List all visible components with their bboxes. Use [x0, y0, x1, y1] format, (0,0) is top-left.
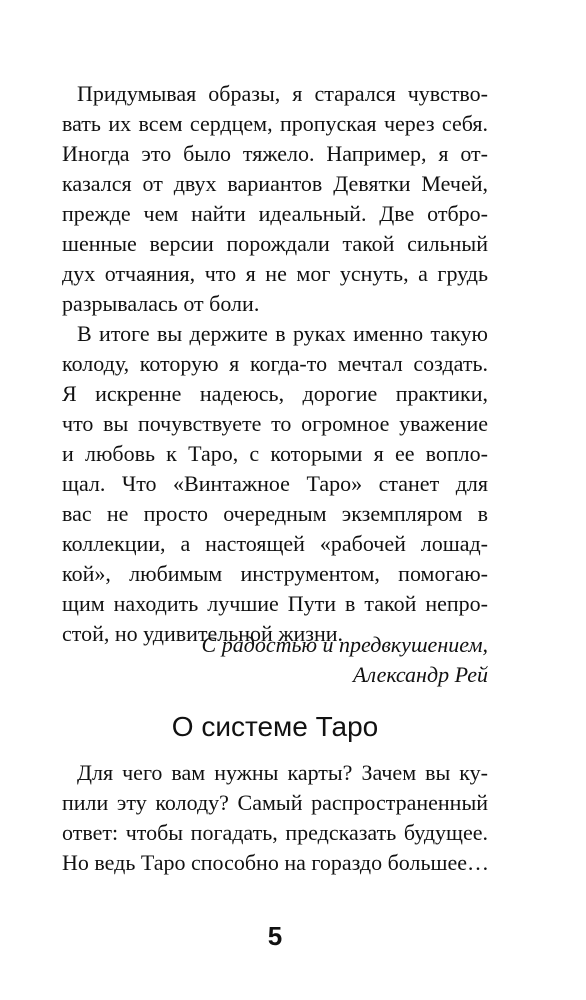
- text-line: щим находить лучшие Пути в такой непро-: [62, 591, 488, 616]
- signature-greeting: С радостью и предвкушением,: [201, 632, 488, 657]
- text-line: щал. Что «Винтажное Таро» станет для: [62, 471, 488, 496]
- text-line: кой», любимым инструментом, помогаю-: [62, 561, 488, 586]
- text-line: Иногда это было тяжело. Например, я от-: [62, 141, 488, 166]
- text-line: вать их всем сердцем, пропуская через себя.: [62, 111, 488, 136]
- text-line: пили эту колоду? Самый распространенный: [62, 790, 488, 815]
- text-line: колоду, которую я когда-то мечтал создать.: [62, 351, 488, 376]
- text-line: разрывалась от боли.: [62, 291, 260, 316]
- text-line: Придумывая образы, я старался чувство-: [77, 81, 488, 106]
- text-line: коллекции, а настоящей «рабочей лошад-: [62, 531, 488, 556]
- text-line: Я искренне надеюсь, дорогие практики,: [62, 381, 488, 406]
- page-number: 5: [267, 921, 283, 951]
- text-line: что вы почувствуете то огромное уважение: [62, 411, 488, 436]
- text-line: и любовь к Таро, с которыми я ее вопло-: [62, 441, 488, 466]
- text-line: шенные версии порождали такой сильный: [62, 231, 488, 256]
- text-line: вас не просто очередным экземпляром в: [62, 501, 488, 526]
- section-heading: О системе Таро: [171, 711, 379, 742]
- text-line: В итоге вы держите в руках именно такую: [77, 321, 488, 346]
- text-line: стой, но удивительной жизни.: [62, 621, 344, 646]
- text-line: дух отчаяния, что я не мог уснуть, а грудь: [62, 261, 488, 286]
- text-line: казался от двух вариантов Девятки Мечей,: [62, 171, 488, 196]
- text-line: прежде чем найти идеальный. Две отбро-: [62, 201, 488, 226]
- text-line: ответ: чтобы погадать, предсказать будущее.: [62, 820, 488, 845]
- signature-author: Александр Рей: [353, 662, 488, 687]
- text-line: Для чего вам нужны карты? Зачем вы ку-: [77, 760, 488, 785]
- text-line: Но ведь Таро способно на гораздо большее…: [62, 850, 489, 875]
